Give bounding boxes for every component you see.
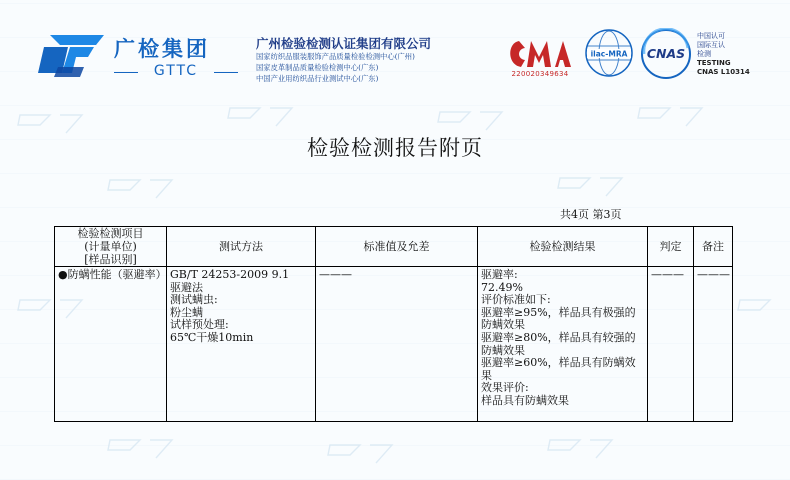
brand-name: 广检集团 — [114, 37, 210, 61]
cell-judgement: ——— — [648, 267, 694, 422]
table-row — [55, 267, 733, 422]
cnas-side-cn-2: 国际互认 — [697, 41, 725, 49]
company-name: 广州检验检测认证集团有限公司 — [256, 36, 432, 51]
cell-standard: ——— — [316, 267, 478, 422]
cell-method: GB/T 24253-2009 9.1 驱避法 测试螨虫: 粉尘螨 试样预处理: 65℃干燥10min — [167, 267, 316, 422]
cnas-side-cn-3: 检测 — [697, 50, 711, 58]
cell-result: 驱避率: 72.49% 评价标准如下: 驱避率≥95%，样品具有极强的防螨效果 驱避率≥80%，样品具有较强的防螨效果 驱避率≥60%，样品具有防螨效果 效果评价: 样品具有防螨效果 — [478, 267, 648, 422]
table-header-row — [55, 227, 733, 267]
header-standard: 标准值及允差 — [316, 227, 478, 267]
cell-remark: ——— — [694, 267, 733, 422]
cnas-side-en-2: CNAS L10314 — [697, 68, 750, 76]
header-judgement: 判定 — [648, 227, 694, 267]
page-count: 共4页 第3页 — [560, 208, 622, 221]
center-name-1: 国家纺织品服装服饰产品质量检验检测中心(广州) — [256, 52, 415, 61]
brand-abbreviation: GTTC — [114, 63, 238, 79]
center-name-2: 国家皮革制品质量检验检测中心(广东) — [256, 63, 379, 72]
cell-item: ●防螨性能（驱避率） — [55, 267, 167, 422]
header-item: 检验检测项目 (计量单位) [样品识别] — [55, 227, 167, 267]
header-method: 测试方法 — [167, 227, 316, 267]
header-remark: 备注 — [694, 227, 733, 267]
ilac-mra-label: ilac-MRA — [590, 49, 628, 59]
cnas-side-cn-1: 中国认可 — [697, 32, 725, 40]
cnas-side-en-1: TESTING — [697, 59, 731, 67]
cnas-accreditation-text — [697, 32, 750, 77]
page-title: 检验检测报告附页 — [307, 136, 483, 160]
report-header — [0, 0, 790, 100]
cma-code: 220020349634 — [511, 70, 569, 78]
center-name-3: 中国产业用纺织品行业测试中心(广东) — [256, 74, 379, 83]
cnas-label: CNAS — [646, 46, 686, 61]
header-result: 检验检测结果 — [478, 227, 648, 267]
gttc-logo-icon — [38, 33, 106, 79]
ilac-mra-logo-icon — [584, 28, 634, 78]
cnas-logo-icon — [640, 28, 692, 80]
report-table — [54, 226, 733, 422]
